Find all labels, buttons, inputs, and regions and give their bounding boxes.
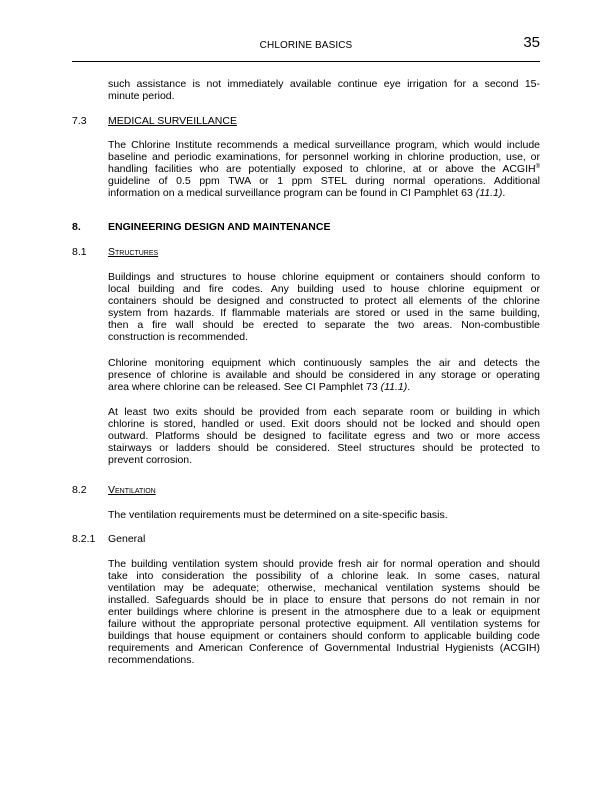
section-heading-engineering-design: ENGINEERING DESIGN AND MAINTENANCE: [108, 221, 331, 233]
text-line: guideline of 0.5 ppm TWA or 1 ppm STEL during normal operations. Additional: [108, 175, 540, 187]
structures-paragraph-1: [108, 271, 540, 343]
text-line: stairways or ladders should be considered. Steel structures should be protected to: [108, 442, 540, 454]
section-number: 8.2.1: [72, 533, 96, 545]
medical-surveillance-paragraph: [108, 139, 540, 199]
text-line: [108, 163, 540, 175]
text-line: [108, 381, 540, 393]
text-line: requirements and American Conference of Governmental Industrial Hygienists (ACGIH): [108, 642, 540, 654]
text-line: At least two exits should be provided from each separate room or building in which: [108, 406, 540, 418]
text-fragment: .: [502, 187, 506, 199]
text-line: The Chlorine Institute recommends a medical surveillance program, which would include: [108, 139, 540, 151]
section-heading-ventilation: Ventilation: [108, 484, 156, 496]
text-line: local building and fire codes. Any building used to house chlorine equipment or: [108, 283, 540, 295]
registered-mark: ®: [535, 164, 540, 170]
running-header-title: CHLORINE BASICS: [259, 40, 353, 51]
text-line: ventilation may be adequate; otherwise, mechanical ventilation systems should be: [108, 582, 540, 594]
text-line: construction is recommended.: [108, 331, 249, 343]
ventilation-paragraph: [108, 509, 540, 521]
text-line: presence of chlorine is available and should be considered in any storage or operating: [108, 369, 540, 381]
section-heading-medical-surveillance: MEDICAL SURVEILLANCE: [108, 115, 237, 127]
text-line: Chlorine monitoring equipment which continuously samples the air and detects the: [108, 357, 540, 369]
reference-citation: (11.1): [475, 187, 503, 199]
page-number: 35: [523, 34, 540, 51]
text-fragment: handling facilities who are potentially exposed to chlorine, at or above the ACGIH: [108, 163, 536, 175]
text-fragment: information on a medical surveillance program can be found in CI Pamphlet 63: [108, 187, 476, 199]
structures-paragraph-2: [108, 357, 540, 393]
section-number: 8.: [72, 221, 81, 233]
section-heading-general: General: [108, 533, 146, 545]
text-line: The building ventilation system should provide fresh air for normal operation and should: [108, 558, 540, 570]
text-fragment: area where chlorine can be released. See CI Pamphlet 73: [108, 381, 381, 393]
text-line: system from hazards. If flammable materials are stored or used in the same building,: [108, 307, 540, 319]
section-number: 7.3: [72, 115, 87, 127]
section-heading-structures: Structures: [108, 246, 159, 258]
reference-citation: (11.1): [380, 381, 408, 393]
text-line: installed. Safeguards should be in place to ensure that persons do not remain in nor: [108, 594, 540, 606]
text-fragment: .: [407, 381, 411, 393]
text-line: chlorine is stored, handled or used. Exit doors should not be locked and should open: [108, 418, 540, 430]
text-line: buildings that house equipment or containers should conform to applicable building code: [108, 630, 540, 642]
continuation-paragraph: [108, 78, 540, 102]
text-line: outward. Platforms should be designed to facilitate egress and two or more access: [108, 430, 540, 442]
section-number: 8.2: [72, 484, 87, 496]
text-line: minute period.: [108, 90, 175, 102]
header-divider: [72, 61, 540, 62]
text-line: take into consideration the possibility of a chlorine leak. In some cases, natural: [108, 570, 540, 582]
text-line: enter buildings where chlorine is present in the atmosphere due to a leak or equipment: [108, 606, 540, 618]
text-line: recommendations.: [108, 654, 195, 666]
text-line: prevent corrosion.: [108, 454, 193, 466]
text-line: Buildings and structures to house chlorine equipment or containers should conform to: [108, 271, 540, 283]
text-line: [108, 187, 540, 199]
structures-paragraph-3: [108, 406, 540, 466]
text-line: failure without the appropriate personal protective equipment. All ventilation systems for: [108, 618, 540, 630]
text-line: The ventilation requirements must be determined on a site-specific basis.: [108, 509, 448, 521]
text-line: baseline and periodic examinations, for personnel working in chlorine production, use, or: [108, 151, 540, 163]
text-line: such assistance is not immediately available continue eye irrigation for a second 15-: [108, 78, 540, 90]
text-line: then a fire wall should be erected to separate the two areas. Non-combustible: [108, 319, 540, 331]
text-line: containers should be designed and constructed to protect all elements of the chlorine: [108, 295, 540, 307]
section-number: 8.1: [72, 246, 87, 258]
general-ventilation-paragraph: [108, 558, 540, 666]
